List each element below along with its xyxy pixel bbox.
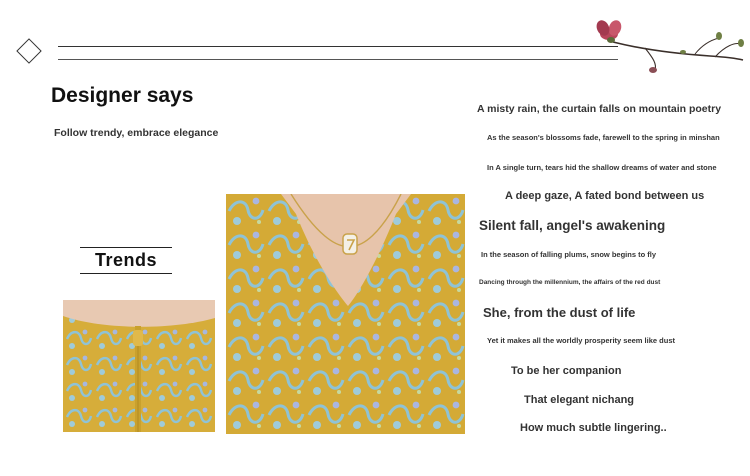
poem-line: Silent fall, angel's awakening — [479, 218, 666, 233]
poem-line: She, from the dust of life — [483, 305, 636, 320]
designer-title: Designer says — [51, 84, 194, 107]
poem-line: In the season of falling plums, snow begins to fly — [481, 250, 657, 259]
poem-line: To be her companion — [511, 365, 622, 377]
poem-line: How much subtle lingering.. — [520, 422, 667, 434]
trends-label: Trends — [94, 250, 158, 270]
magnolia-branch-icon — [585, 14, 745, 74]
designer-subtitle: Follow trendy, embrace elegance — [54, 127, 219, 139]
poem-line: That elegant nichang — [524, 394, 635, 406]
header-divider-top — [58, 46, 618, 47]
poem-line: A misty rain, the curtain falls on mountain poetry — [477, 103, 722, 115]
dress-back-zipper-photo — [63, 300, 215, 432]
diamond-outline-icon — [16, 38, 41, 63]
header-divider-bottom — [58, 59, 618, 60]
poem-line: In A single turn, tears hid the shallow dreams of water and stone — [487, 163, 717, 172]
poem-line: Dancing through the millennium, the affairs of the red dust — [479, 279, 661, 286]
dress-front-necklace-photo — [226, 194, 465, 434]
poem-line: Yet it makes all the worldly prosperity seem like dust — [487, 336, 675, 345]
poem-line: As the season's blossoms fade, farewell to the spring in minshan — [487, 133, 720, 142]
poem-line: A deep gaze, A fated bond between us — [505, 190, 705, 202]
